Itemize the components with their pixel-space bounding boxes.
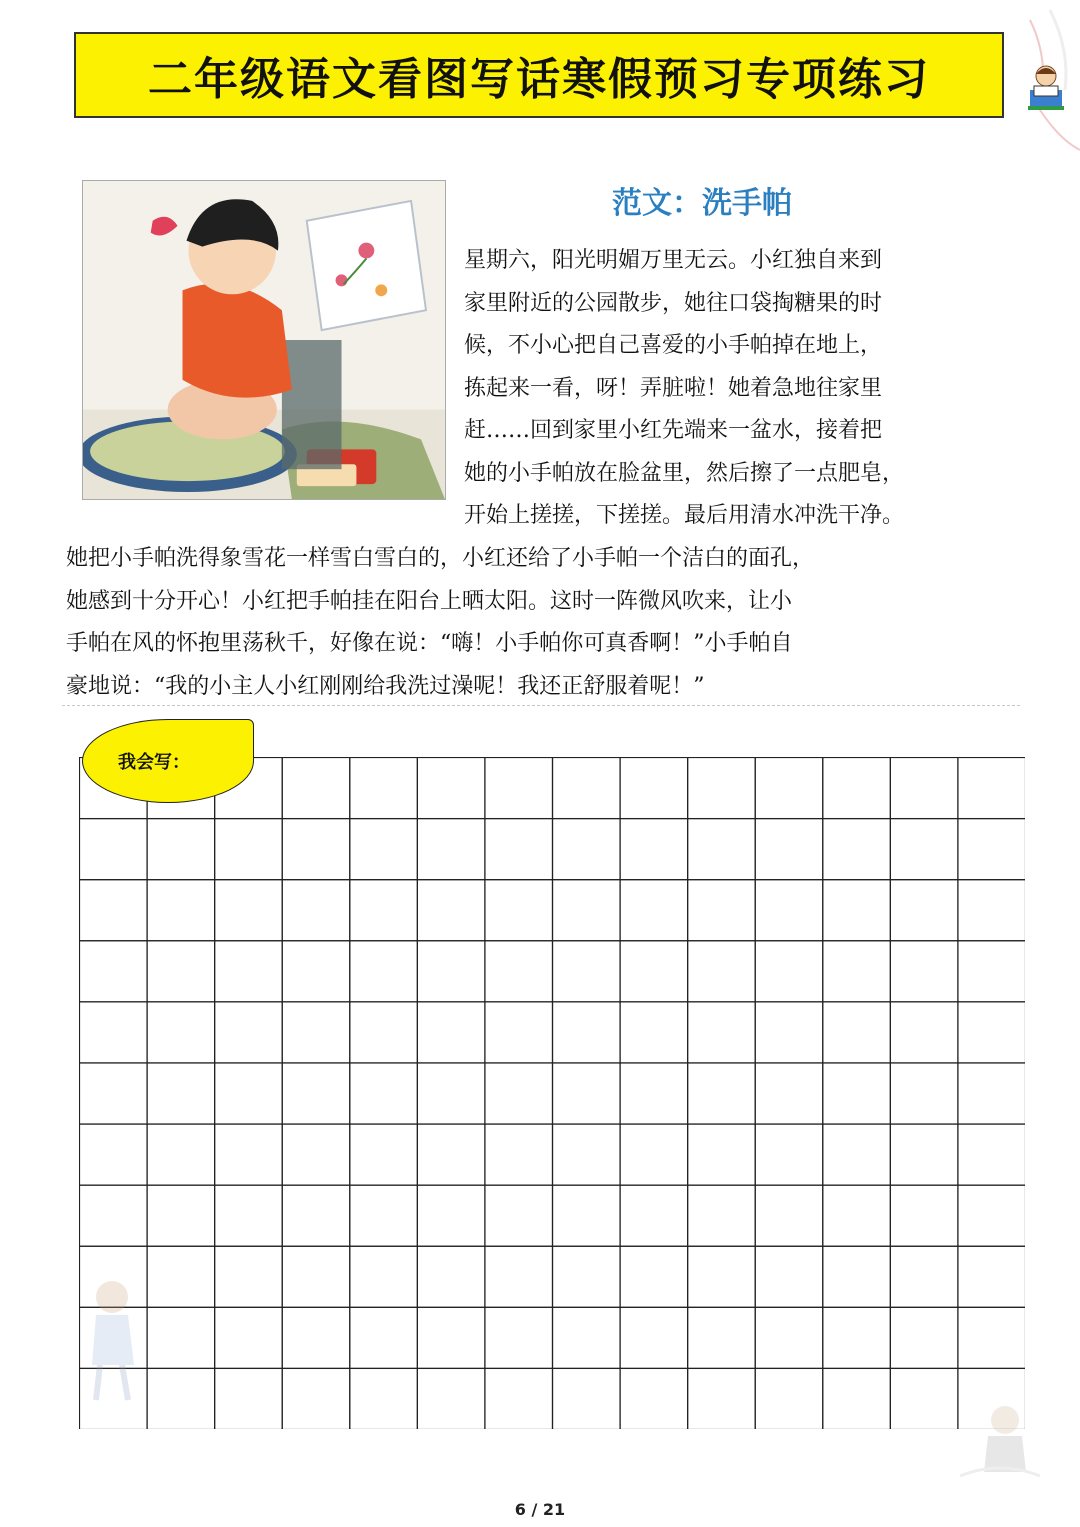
grid-cell[interactable] [80, 1002, 148, 1063]
grid-cell[interactable] [553, 819, 621, 880]
grid-cell[interactable] [688, 1124, 756, 1185]
grid-cell[interactable] [958, 1002, 1025, 1063]
kid-watermark-icon [82, 1275, 152, 1405]
grid-cell[interactable] [755, 1307, 823, 1368]
grid-cell[interactable] [958, 1124, 1025, 1185]
grid-cell[interactable] [890, 1063, 958, 1124]
grid-cell[interactable] [282, 941, 350, 1002]
grid-cell[interactable] [553, 1124, 621, 1185]
grid-cell[interactable] [620, 1246, 688, 1307]
essay-line: 候，不小心把自己喜爱的小手帕掉在地上， [464, 333, 883, 358]
grid-cell[interactable] [417, 1002, 485, 1063]
grid-cell[interactable] [755, 1246, 823, 1307]
grid-cell[interactable] [147, 880, 215, 941]
grid-cell[interactable] [755, 880, 823, 941]
grid-cell[interactable] [890, 1124, 958, 1185]
grid-cell[interactable] [688, 819, 756, 880]
grid-cell[interactable] [147, 1368, 215, 1429]
grid-cell[interactable] [823, 1185, 891, 1246]
grid-cell[interactable] [958, 941, 1025, 1002]
grid-cell[interactable] [282, 758, 350, 819]
grid-cell[interactable] [890, 758, 958, 819]
grid-cell[interactable] [485, 1307, 553, 1368]
grid-cell[interactable] [620, 1368, 688, 1429]
grid-cell[interactable] [282, 1002, 350, 1063]
grid-cell[interactable] [620, 1124, 688, 1185]
grid-cell[interactable] [147, 1185, 215, 1246]
writing-label-bubble [82, 719, 254, 803]
girl-with-handkerchief-illustration [82, 180, 446, 500]
grid-cell[interactable] [688, 941, 756, 1002]
grid-cell[interactable] [958, 819, 1025, 880]
grid-cell[interactable] [890, 941, 958, 1002]
grid-cell[interactable] [350, 1185, 418, 1246]
grid-cell[interactable] [417, 1246, 485, 1307]
grid-cell[interactable] [215, 1185, 283, 1246]
grid-cell[interactable] [755, 1063, 823, 1124]
essay-line: 拣起来一看，呀！弄脏啦！她着急地往家里 [464, 375, 883, 401]
grid-cell[interactable] [80, 819, 148, 880]
grid-cell[interactable] [417, 941, 485, 1002]
grid-cell[interactable] [215, 1063, 283, 1124]
child-reading-icon [1024, 62, 1068, 112]
grid-cell[interactable] [215, 1307, 283, 1368]
grid-cell[interactable] [215, 1002, 283, 1063]
grid-cell[interactable] [80, 1124, 148, 1185]
grid-cell[interactable] [215, 819, 283, 880]
grid-cell[interactable] [350, 758, 418, 819]
grid-cell[interactable] [485, 758, 553, 819]
essay-line: 她的小手帕放在脸盆里，然后擦了一点肥皂， [464, 460, 905, 486]
grid-cell[interactable] [755, 819, 823, 880]
grid-cell[interactable] [417, 880, 485, 941]
grid-cell[interactable] [823, 880, 891, 941]
grid-cell[interactable] [350, 819, 418, 880]
grid-cell[interactable] [417, 758, 485, 819]
essay-line: 家里附近的公园散步，她往口袋掏糖果的时 [464, 290, 883, 316]
grid-cell[interactable] [890, 1002, 958, 1063]
grid-cell[interactable] [755, 1185, 823, 1246]
grid-cell[interactable] [350, 1246, 418, 1307]
grid-cell[interactable] [688, 1063, 756, 1124]
grid-cell[interactable] [147, 1124, 215, 1185]
grid-cell[interactable] [755, 1002, 823, 1063]
grid-cell[interactable] [417, 1307, 485, 1368]
grid-cell[interactable] [215, 941, 283, 1002]
grid-cell[interactable] [485, 1063, 553, 1124]
grid-cell[interactable] [620, 1002, 688, 1063]
grid-cell[interactable] [688, 758, 756, 819]
grid-cell[interactable] [350, 880, 418, 941]
essay-title: 范文：洗手帕 [612, 186, 792, 221]
grid-cell[interactable] [215, 1124, 283, 1185]
grid-cell[interactable] [823, 1063, 891, 1124]
essay-text-full-width [66, 538, 1026, 708]
grid-cell[interactable] [350, 1063, 418, 1124]
essay-line: 星期六，阳光明媚万里无云。小红独自来到 [464, 248, 883, 273]
page-number: 6 / 21 [514, 1500, 566, 1519]
grid-cell[interactable] [485, 819, 553, 880]
grid-cell[interactable] [958, 880, 1025, 941]
essay-line: 赶……回到家里小红先端来一盆水，接着把 [464, 418, 883, 443]
grid-cell[interactable] [620, 941, 688, 1002]
grid-cell[interactable] [485, 941, 553, 1002]
grid-cell[interactable] [282, 1246, 350, 1307]
grid-cell[interactable] [485, 1185, 553, 1246]
writing-grid[interactable] [79, 757, 1025, 1429]
grid-cell[interactable] [80, 880, 148, 941]
grid-cell[interactable] [147, 1246, 215, 1307]
grid-cell[interactable] [350, 1002, 418, 1063]
grid-cell[interactable] [553, 1185, 621, 1246]
grid-cell[interactable] [755, 758, 823, 819]
grid-cell[interactable] [620, 1307, 688, 1368]
grid-cell[interactable] [890, 1185, 958, 1246]
grid-cell[interactable] [823, 1368, 891, 1429]
grid-cell[interactable] [958, 1246, 1025, 1307]
grid-cell[interactable] [890, 1368, 958, 1429]
grid-cell[interactable] [755, 1368, 823, 1429]
grid-cell[interactable] [485, 1002, 553, 1063]
grid-cell[interactable] [688, 1307, 756, 1368]
grid-cell[interactable] [282, 1124, 350, 1185]
grid-cell[interactable] [147, 819, 215, 880]
grid-cell[interactable] [688, 1185, 756, 1246]
grid-cell[interactable] [80, 1063, 148, 1124]
grid-cell[interactable] [417, 1368, 485, 1429]
grid-cell[interactable] [282, 819, 350, 880]
grid-cell[interactable] [823, 941, 891, 1002]
grid-cell[interactable] [350, 941, 418, 1002]
grid-cell[interactable] [553, 941, 621, 1002]
grid-cell[interactable] [147, 1307, 215, 1368]
grid-cell[interactable] [688, 1246, 756, 1307]
grid-cell[interactable] [282, 1307, 350, 1368]
grid-cell[interactable] [350, 1368, 418, 1429]
grid-cell[interactable] [755, 1124, 823, 1185]
grid-cell[interactable] [620, 819, 688, 880]
essay-line: 开始上搓搓，下搓搓。最后用清水冲洗干净。 [464, 503, 905, 528]
grid-cell[interactable] [215, 1246, 283, 1307]
page-title: 二年级语文看图写话寒假预习专项练习 [148, 54, 930, 105]
grid-cell[interactable] [350, 1307, 418, 1368]
grid-cell[interactable] [215, 880, 283, 941]
essay-line: 她把小手帕洗得象雪花一样雪白雪白的，小红还给了小手帕一个洁白的面孔， [66, 546, 815, 571]
grid-cell[interactable] [890, 1246, 958, 1307]
grid-cell[interactable] [823, 1002, 891, 1063]
grid-cell[interactable] [147, 1002, 215, 1063]
grid-cell[interactable] [958, 1307, 1025, 1368]
grid-cell[interactable] [553, 880, 621, 941]
grid-cell[interactable] [823, 819, 891, 880]
grid-cell[interactable] [417, 1185, 485, 1246]
grid-cell[interactable] [958, 1185, 1025, 1246]
grid-cell[interactable] [688, 1368, 756, 1429]
grid-cell[interactable] [215, 1368, 283, 1429]
grid-cell[interactable] [620, 1063, 688, 1124]
grid-cell[interactable] [417, 819, 485, 880]
grid-cell[interactable] [620, 1185, 688, 1246]
grid-cell[interactable] [485, 880, 553, 941]
grid-cell[interactable] [282, 1368, 350, 1429]
grid-cell[interactable] [350, 1124, 418, 1185]
grid-cell[interactable] [890, 880, 958, 941]
writing-label: 我会写： [118, 752, 190, 773]
grid-cell[interactable] [553, 1063, 621, 1124]
essay-line: 手帕在风的怀抱里荡秋千，好像在说：“嗨！小手帕你可真香啊！”小手帕自 [66, 631, 793, 656]
title-banner [74, 32, 1004, 118]
grid-cell[interactable] [958, 1063, 1025, 1124]
grid-cell[interactable] [958, 758, 1025, 819]
grid-cell[interactable] [890, 1307, 958, 1368]
grid-cell[interactable] [485, 1368, 553, 1429]
grid-cell[interactable] [147, 941, 215, 1002]
grid-cell[interactable] [80, 941, 148, 1002]
grid-cell[interactable] [417, 1063, 485, 1124]
grid-cell[interactable] [823, 1246, 891, 1307]
grid-cell[interactable] [688, 880, 756, 941]
grid-cell[interactable] [147, 1063, 215, 1124]
grid-cell[interactable] [553, 1002, 621, 1063]
essay-line: 她感到十分开心！小红把手帕挂在阳台上晒太阳。这时一阵微风吹来，让小 [66, 588, 793, 614]
grid-cell[interactable] [620, 880, 688, 941]
section-divider [62, 705, 1020, 706]
grid-cell[interactable] [823, 1307, 891, 1368]
grid-cell[interactable] [620, 758, 688, 819]
grid-cell[interactable] [890, 819, 958, 880]
grid-cell[interactable] [823, 1124, 891, 1185]
grid-cell[interactable] [553, 1368, 621, 1429]
grid-cell[interactable] [282, 1185, 350, 1246]
grid-cell[interactable] [485, 1246, 553, 1307]
grid-cell[interactable] [553, 1307, 621, 1368]
grid-cell[interactable] [755, 941, 823, 1002]
grid-cell[interactable] [553, 1246, 621, 1307]
kid-watermark-icon [960, 1400, 1040, 1480]
grid-cell[interactable] [417, 1124, 485, 1185]
grid-cell[interactable] [282, 1063, 350, 1124]
essay-text-beside-picture [464, 240, 1034, 538]
grid-cell[interactable] [823, 758, 891, 819]
grid-cell[interactable] [282, 880, 350, 941]
grid-cell[interactable] [485, 1124, 553, 1185]
grid-cell[interactable] [688, 1002, 756, 1063]
grid-cell[interactable] [553, 758, 621, 819]
essay-line: 豪地说：“我的小主人小红刚刚给我洗过澡呢！我还正舒服着呢！” [66, 673, 705, 699]
grid-cell[interactable] [80, 1185, 148, 1246]
